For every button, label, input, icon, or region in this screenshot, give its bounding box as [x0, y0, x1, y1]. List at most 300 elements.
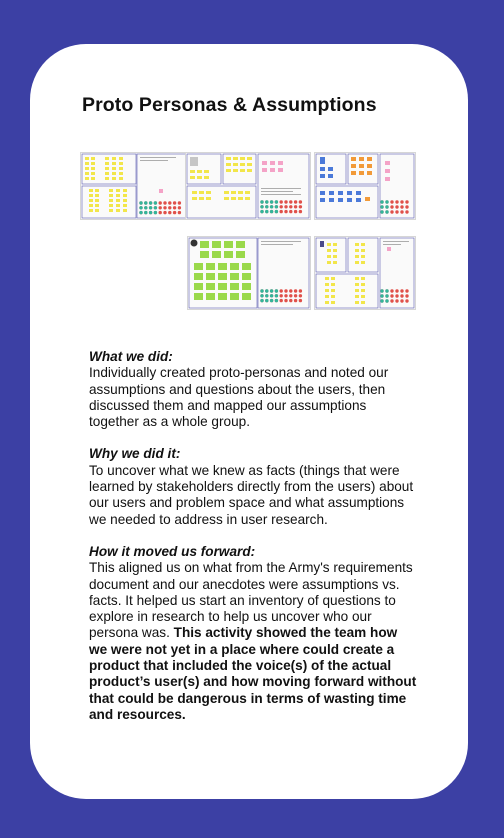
sticky-note	[224, 251, 233, 258]
dot-vote	[395, 299, 398, 302]
dot-vote	[178, 201, 181, 204]
sticky-note	[224, 191, 229, 194]
dot-vote	[390, 205, 393, 208]
dot-vote	[405, 210, 408, 213]
dot-vote	[275, 205, 278, 208]
dot-vote	[299, 205, 302, 208]
sticky-note	[112, 177, 116, 180]
sticky-note	[105, 172, 109, 175]
sticky-note	[331, 289, 335, 292]
dot-vote	[270, 299, 273, 302]
sticky-note	[325, 277, 329, 280]
sticky-note	[359, 164, 364, 168]
dot-vote	[173, 201, 176, 204]
sticky-note	[85, 167, 89, 170]
dot-vote	[390, 294, 393, 297]
board-thumbnail-5	[314, 236, 416, 310]
sticky-note	[200, 251, 209, 258]
dot-vote	[400, 289, 403, 292]
sticky-note	[123, 189, 127, 192]
sticky-note	[95, 199, 99, 202]
sticky-note	[333, 255, 337, 258]
sticky-note	[204, 170, 209, 173]
text-line	[261, 194, 301, 195]
sticky-note	[361, 255, 365, 258]
sticky-note	[233, 163, 238, 166]
dot-vote	[385, 289, 388, 292]
sticky-note	[327, 243, 331, 246]
section-heading: Why we did it:	[89, 446, 181, 462]
sticky-note	[206, 293, 215, 300]
whiteboard-thumbnails-icon	[80, 152, 414, 308]
dot-vote	[275, 289, 278, 292]
sticky-note	[212, 251, 221, 258]
dot-vote	[299, 294, 302, 297]
board-thumbnail-3	[314, 152, 416, 220]
dot-vote	[380, 289, 383, 292]
dot-vote	[395, 294, 398, 297]
dot-vote	[284, 299, 287, 302]
sticky-note	[212, 241, 221, 248]
sticky-note	[218, 263, 227, 270]
dot-vote	[380, 200, 383, 203]
sticky-note	[226, 157, 231, 160]
sticky-note	[351, 164, 356, 168]
dot-vote	[289, 205, 292, 208]
dot-vote	[159, 206, 162, 209]
dot-vote	[144, 201, 147, 204]
sticky-note	[320, 198, 325, 202]
sticky-note	[119, 157, 123, 160]
sticky-note	[278, 161, 283, 165]
dot-vote	[173, 211, 176, 214]
sticky-note	[361, 283, 365, 286]
sticky-note	[367, 157, 372, 161]
sticky-note	[85, 162, 89, 165]
dot-vote	[275, 299, 278, 302]
sticky-note	[119, 177, 123, 180]
sticky-note	[91, 157, 95, 160]
dot-vote	[163, 211, 166, 214]
dot-vote	[289, 299, 292, 302]
sticky-note	[338, 198, 343, 202]
sticky-note	[355, 255, 359, 258]
sticky-note	[240, 157, 245, 160]
dot-vote	[385, 299, 388, 302]
sticky-note	[226, 169, 231, 172]
sticky-note	[226, 163, 231, 166]
dot-vote	[284, 210, 287, 213]
sticky-note	[351, 171, 356, 175]
sticky-note	[194, 273, 203, 280]
dot-vote	[163, 206, 166, 209]
dot-vote	[154, 206, 157, 209]
sticky-note	[238, 191, 243, 194]
dot-vote	[390, 200, 393, 203]
sticky-note	[199, 197, 204, 200]
dot-vote	[284, 205, 287, 208]
sticky-note	[123, 209, 127, 212]
sticky-note	[325, 295, 329, 298]
sticky-note	[355, 289, 359, 292]
dot-vote	[385, 210, 388, 213]
dot-vote	[284, 200, 287, 203]
dot-vote	[139, 206, 142, 209]
sticky-note	[333, 261, 337, 264]
sticky-note	[331, 277, 335, 280]
board-thumbnail-2	[185, 152, 311, 220]
dot-vote	[294, 210, 297, 213]
dot-vote	[299, 200, 302, 203]
sticky-note	[361, 249, 365, 252]
avatar-photo	[320, 241, 324, 247]
sticky-note	[109, 204, 113, 207]
dot-vote	[385, 205, 388, 208]
dot-vote	[380, 294, 383, 297]
dot-vote	[144, 206, 147, 209]
dot-vote	[380, 299, 383, 302]
sticky-note	[365, 197, 370, 201]
dot-vote	[260, 205, 263, 208]
dot-vote	[280, 289, 283, 292]
dot-vote	[265, 200, 268, 203]
sticky-note	[320, 191, 325, 195]
dot-vote	[380, 205, 383, 208]
sticky-note	[355, 277, 359, 280]
dot-vote	[294, 205, 297, 208]
sticky-note	[116, 204, 120, 207]
sticky-note	[387, 247, 391, 251]
sticky-note	[197, 176, 202, 179]
sticky-note	[112, 157, 116, 160]
sticky-note	[278, 168, 283, 172]
dot-vote	[149, 206, 152, 209]
dot-vote	[265, 299, 268, 302]
dot-vote	[270, 294, 273, 297]
sticky-note	[85, 157, 89, 160]
sticky-note	[85, 177, 89, 180]
sticky-note	[95, 189, 99, 192]
dot-vote	[270, 210, 273, 213]
sticky-note	[233, 169, 238, 172]
sticky-note	[112, 162, 116, 165]
dot-vote	[144, 211, 147, 214]
sticky-note	[119, 167, 123, 170]
sticky-note	[91, 172, 95, 175]
sticky-note	[355, 301, 359, 304]
dot-vote	[280, 200, 283, 203]
sticky-note	[236, 251, 245, 258]
dot-vote	[395, 200, 398, 203]
sticky-note	[91, 162, 95, 165]
dot-vote	[270, 205, 273, 208]
sticky-note	[238, 197, 243, 200]
dot-vote	[275, 210, 278, 213]
sticky-note	[359, 157, 364, 161]
sticky-note	[329, 191, 334, 195]
section-why-we-did-it	[89, 446, 419, 527]
sticky-note	[240, 163, 245, 166]
dot-vote	[275, 200, 278, 203]
dot-vote	[405, 200, 408, 203]
sticky-note	[247, 169, 252, 172]
sticky-note	[361, 261, 365, 264]
sticky-note	[224, 241, 233, 248]
dot-vote	[380, 210, 383, 213]
sticky-note	[194, 293, 203, 300]
sticky-note	[355, 295, 359, 298]
sticky-note	[112, 172, 116, 175]
sticky-note	[105, 157, 109, 160]
sticky-note	[242, 283, 251, 290]
sticky-note	[236, 241, 245, 248]
text-line	[140, 157, 176, 158]
sticky-note	[89, 209, 93, 212]
dot-vote	[405, 294, 408, 297]
sticky-note	[361, 295, 365, 298]
dot-vote	[395, 210, 398, 213]
frame	[258, 238, 309, 308]
sticky-note	[333, 249, 337, 252]
sticky-note	[112, 167, 116, 170]
dot-vote	[139, 211, 142, 214]
sticky-note	[89, 204, 93, 207]
dot-vote	[260, 210, 263, 213]
sticky-note	[262, 161, 267, 165]
dot-vote	[149, 211, 152, 214]
frame	[187, 186, 256, 218]
dot-vote	[265, 289, 268, 292]
sticky-note	[320, 167, 325, 171]
sticky-note	[206, 197, 211, 200]
sticky-note	[329, 198, 334, 202]
dot-vote	[260, 299, 263, 302]
sticky-note	[206, 191, 211, 194]
dot-vote	[163, 201, 166, 204]
dot-vote	[395, 289, 398, 292]
sticky-note	[356, 198, 361, 202]
sticky-note	[89, 189, 93, 192]
dot-vote	[149, 201, 152, 204]
sticky-note	[230, 293, 239, 300]
dot-vote	[139, 201, 142, 204]
dot-vote	[400, 299, 403, 302]
dot-vote	[289, 200, 292, 203]
sticky-note	[351, 157, 356, 161]
sticky-note	[197, 170, 202, 173]
dot-vote	[294, 294, 297, 297]
section-body: Individually created proto-personas and noted our assumptions and questions about the users, then discussed them and mapped our assumptions together as a whole group.	[89, 365, 389, 430]
dot-vote	[289, 294, 292, 297]
section-how-it-moved-us-forward	[89, 544, 419, 723]
dot-vote	[159, 201, 162, 204]
dot-vote	[299, 289, 302, 292]
sticky-note	[105, 167, 109, 170]
dot-vote	[385, 294, 388, 297]
sticky-note	[159, 189, 163, 193]
sticky-note	[190, 176, 195, 179]
avatar-photo	[320, 157, 325, 164]
dot-vote	[270, 289, 273, 292]
sticky-note	[95, 194, 99, 197]
sticky-note	[192, 191, 197, 194]
section-body-emphasis: This activity showed the team how we were not yet in a place where could create a product that included the voice(s) of the actual product’s user(s) and how moving forward without that could be dangerous in terms of wasting time and resources.	[89, 625, 417, 722]
dot-vote	[385, 200, 388, 203]
text-line	[261, 188, 301, 189]
sticky-note	[105, 177, 109, 180]
sticky-note	[123, 204, 127, 207]
dot-vote	[265, 205, 268, 208]
dot-vote	[265, 210, 268, 213]
sticky-note	[206, 273, 215, 280]
sticky-note	[116, 209, 120, 212]
sticky-note	[123, 199, 127, 202]
sticky-note	[328, 174, 333, 178]
section-body: To uncover what we knew as facts (things that were learned by stakeholders directly from the users) about our users and problem space and what assumptions we needed to address in user research.	[89, 462, 414, 527]
sticky-note	[242, 263, 251, 270]
sticky-note	[218, 273, 227, 280]
sticky-note	[105, 162, 109, 165]
sticky-note	[233, 157, 238, 160]
sticky-note	[218, 293, 227, 300]
dot-vote	[294, 299, 297, 302]
text-line	[261, 241, 301, 242]
page-title: Proto Personas & Assumptions	[82, 94, 377, 116]
dot-vote	[168, 211, 171, 214]
sticky-note	[355, 261, 359, 264]
sticky-note	[91, 167, 95, 170]
sticky-note	[240, 169, 245, 172]
sticky-note	[109, 199, 113, 202]
sticky-note	[385, 169, 390, 173]
sticky-note	[200, 241, 209, 248]
sticky-note	[109, 209, 113, 212]
sticky-note	[331, 301, 335, 304]
dot-vote	[168, 206, 171, 209]
sticky-note	[123, 194, 127, 197]
sticky-note	[230, 263, 239, 270]
sticky-note	[385, 177, 390, 181]
dot-vote	[400, 210, 403, 213]
description-text	[89, 349, 419, 723]
sticky-note	[199, 191, 204, 194]
sticky-note	[85, 172, 89, 175]
sticky-note	[242, 293, 251, 300]
text-line	[261, 191, 293, 192]
dot-vote	[168, 201, 171, 204]
sticky-note	[355, 249, 359, 252]
content-card	[30, 44, 468, 799]
dot-vote	[280, 210, 283, 213]
dot-vote	[178, 206, 181, 209]
dot-vote	[280, 205, 283, 208]
text-line	[140, 160, 168, 161]
dot-vote	[299, 299, 302, 302]
sticky-note	[91, 177, 95, 180]
sticky-note	[119, 172, 123, 175]
dot-vote	[154, 211, 157, 214]
sticky-note	[325, 289, 329, 292]
sticky-note	[89, 194, 93, 197]
sticky-note	[327, 261, 331, 264]
section-heading: How it moved us forward:	[89, 543, 256, 559]
sticky-note	[109, 194, 113, 197]
dot-vote	[299, 210, 302, 213]
sticky-note	[270, 161, 275, 165]
sticky-note	[328, 167, 333, 171]
sticky-note	[361, 243, 365, 246]
sticky-note	[367, 171, 372, 175]
sticky-note	[109, 189, 113, 192]
sticky-note	[262, 168, 267, 172]
dot-vote	[270, 200, 273, 203]
sticky-note	[95, 209, 99, 212]
text-line	[261, 244, 293, 245]
sticky-note	[338, 191, 343, 195]
sticky-note	[206, 263, 215, 270]
sticky-note	[242, 273, 251, 280]
section-body: This aligned us on what from the Army's requirements document and our anecdotes were assumptions vs. facts. It helped us start an inventory of questions to explore in research to help us uncover who our persona was.	[89, 560, 413, 641]
sticky-note	[245, 191, 250, 194]
sticky-note	[355, 283, 359, 286]
dot-vote	[265, 294, 268, 297]
sticky-note	[116, 189, 120, 192]
dot-vote	[405, 205, 408, 208]
sticky-note	[116, 199, 120, 202]
board-thumbnail-1	[80, 152, 188, 220]
sticky-note	[224, 197, 229, 200]
sticky-note	[385, 161, 390, 165]
dot-vote	[294, 200, 297, 203]
dot-vote	[260, 294, 263, 297]
dot-vote	[275, 294, 278, 297]
dot-vote	[260, 200, 263, 203]
dot-vote	[395, 205, 398, 208]
sticky-note	[194, 283, 203, 290]
sticky-note	[230, 283, 239, 290]
dot-vote	[289, 210, 292, 213]
sticky-note	[347, 191, 352, 195]
sticky-note	[356, 191, 361, 195]
dot-vote	[390, 289, 393, 292]
sticky-note	[355, 243, 359, 246]
dot-vote	[280, 299, 283, 302]
sticky-note	[327, 249, 331, 252]
board-thumbnail-4	[187, 236, 311, 310]
sticky-note	[270, 168, 275, 172]
sticky-note	[95, 204, 99, 207]
sticky-note	[206, 283, 215, 290]
sticky-note	[320, 174, 325, 178]
sticky-note	[231, 197, 236, 200]
section-what-we-did	[89, 349, 419, 430]
dot-vote	[400, 205, 403, 208]
dot-vote	[405, 299, 408, 302]
sticky-note	[192, 197, 197, 200]
dot-vote	[284, 294, 287, 297]
sticky-note	[247, 157, 252, 160]
sticky-note	[367, 164, 372, 168]
dot-vote	[289, 289, 292, 292]
sticky-note	[247, 163, 252, 166]
sticky-note	[230, 273, 239, 280]
dot-vote	[173, 206, 176, 209]
text-line	[383, 241, 409, 242]
sticky-note	[347, 198, 352, 202]
sticky-note	[359, 171, 364, 175]
text-line	[383, 244, 401, 245]
dot-vote	[390, 299, 393, 302]
